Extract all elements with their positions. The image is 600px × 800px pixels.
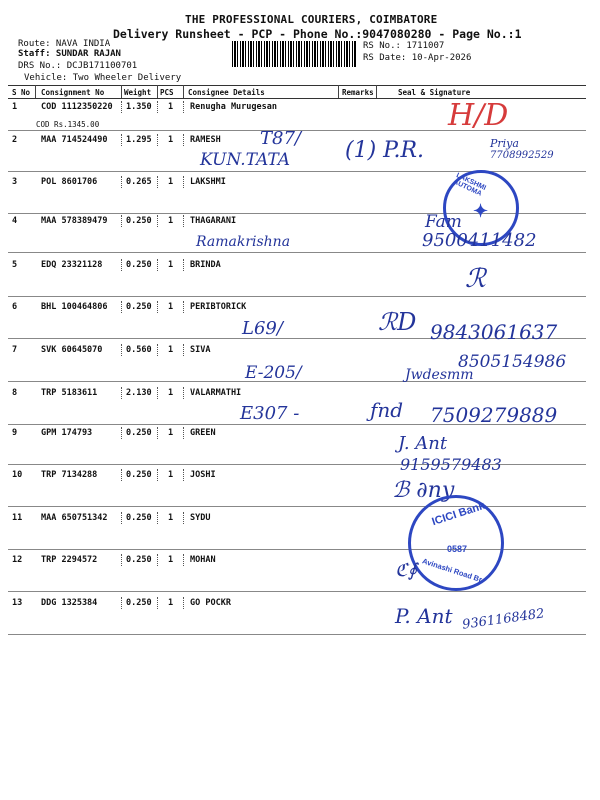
col-pcs: PCS — [160, 88, 174, 97]
row-consignee: GREEN — [190, 428, 216, 438]
runsheet-title: Delivery Runsheet - PCP - Phone No.:9047080280 - Page No.:1 — [113, 27, 522, 41]
row-weight: 1.295 — [126, 135, 152, 145]
drs-label: DRS No.: DCJB171100701 — [18, 61, 138, 71]
cell-divider — [183, 101, 184, 113]
cell-divider — [183, 554, 184, 566]
row-consignee: SIVA — [190, 345, 211, 355]
row-weight: 0.250 — [126, 598, 152, 608]
cell-divider — [157, 344, 158, 356]
row-pcs: 1 — [168, 428, 174, 438]
row-consignment: COD 1112350220 — [41, 102, 113, 112]
row-sno: 8 — [12, 388, 18, 398]
cell-divider — [183, 259, 184, 271]
route-label: Route: NAVA INDIA — [18, 39, 111, 49]
cell-divider — [157, 427, 158, 439]
row-consignee: THAGARANI — [190, 216, 237, 226]
row-divider — [8, 171, 586, 172]
cell-divider — [121, 554, 122, 566]
handwritten-signature: (1) P.R. — [345, 138, 425, 163]
col-weight: Weight — [124, 88, 152, 97]
row-weight: 0.265 — [126, 177, 152, 187]
barcode-image — [232, 41, 356, 67]
row-consignment: TRP 7134288 — [41, 470, 98, 480]
row-consignment: DDG 1325384 — [41, 598, 98, 608]
cell-divider — [157, 512, 158, 524]
cell-divider — [157, 469, 158, 481]
row-consignment: MAA 650751342 — [41, 513, 108, 523]
row-consignee: BRINDA — [190, 260, 221, 270]
row-sno: 7 — [12, 345, 18, 355]
row-divider — [8, 252, 586, 253]
cell-divider — [121, 259, 122, 271]
handwritten-signature: Fam — [425, 212, 462, 232]
row-consignee: VALARMATHI — [190, 388, 242, 398]
cell-divider — [183, 134, 184, 146]
handwritten-name: Priya — [490, 137, 519, 150]
row-sno: 10 — [12, 470, 23, 480]
handwritten-signature: ℛ — [465, 264, 486, 294]
col-consignment: Consignment No — [41, 88, 105, 97]
row-consignment: BHL 100464806 — [41, 302, 108, 312]
cell-divider — [183, 427, 184, 439]
cell-divider — [121, 215, 122, 227]
row-divider — [8, 506, 586, 507]
col-sno: S No — [12, 88, 31, 97]
handwritten-phone: 8505154986 — [458, 352, 567, 372]
row-pcs: 1 — [168, 470, 174, 480]
handwritten-signature: Jwdesmm — [405, 367, 474, 383]
cell-divider — [157, 554, 158, 566]
cell-divider — [157, 215, 158, 227]
row-sno: 4 — [12, 216, 18, 226]
cell-divider — [183, 344, 184, 356]
handwritten-phone: 9159579483 — [400, 455, 502, 474]
cell-divider — [121, 301, 122, 313]
cell-divider — [183, 512, 184, 524]
row-cod-note: COD Rs.1345.00 — [36, 120, 100, 129]
handwritten-note: T87/ — [260, 128, 301, 149]
handwritten-name: Ramakrishna — [196, 234, 291, 250]
handwritten-phone: 9843061637 — [430, 320, 558, 344]
cell-divider — [121, 387, 122, 399]
cell-divider — [157, 387, 158, 399]
cell-divider — [183, 469, 184, 481]
row-consignment: SVK 60645070 — [41, 345, 103, 355]
cell-divider — [183, 215, 184, 227]
vehicle-label: Vehicle: Two Wheeler Delivery — [24, 73, 182, 83]
row-pcs: 1 — [168, 345, 174, 355]
handwritten-signature: P. Ant — [395, 604, 453, 628]
row-sno: 2 — [12, 135, 18, 145]
row-sno: 11 — [12, 513, 23, 523]
row-weight: 0.560 — [126, 345, 152, 355]
row-sno: 12 — [12, 555, 23, 565]
cell-divider — [157, 134, 158, 146]
row-weight: 0.250 — [126, 302, 152, 312]
handwritten-note: L69/ — [242, 318, 283, 339]
cell-divider — [121, 134, 122, 146]
row-divider — [8, 634, 586, 635]
bank-stamp: ICICI Bank 0587 Avinashi Road Br. — [408, 495, 504, 591]
cell-divider — [121, 512, 122, 524]
cell-divider — [121, 344, 122, 356]
row-sno: 6 — [12, 302, 18, 312]
row-pcs: 1 — [168, 388, 174, 398]
rs-date: RS Date: 10-Apr-2026 — [363, 53, 472, 63]
row-consignee: LAKSHMI — [190, 177, 226, 187]
cell-divider — [121, 469, 122, 481]
row-pcs: 1 — [168, 102, 174, 112]
row-consignee: JOSHI — [190, 470, 216, 480]
row-consignment: TRP 2294572 — [41, 555, 98, 565]
cell-divider — [183, 176, 184, 188]
row-consignment: GPM 174793 — [41, 428, 93, 438]
row-weight: 0.250 — [126, 470, 152, 480]
row-divider — [8, 296, 586, 297]
row-consignment: MAA 714524490 — [41, 135, 108, 145]
cell-divider — [157, 301, 158, 313]
cell-divider — [121, 597, 122, 609]
row-pcs: 1 — [168, 177, 174, 187]
row-weight: 0.250 — [126, 216, 152, 226]
row-consignee: GO POCKR — [190, 598, 231, 608]
row-weight: 0.250 — [126, 428, 152, 438]
handwritten-signature: ℭ∮ — [395, 560, 418, 581]
company-title: THE PROFESSIONAL COURIERS, COIMBATORE — [185, 13, 438, 26]
cell-divider — [121, 176, 122, 188]
handwritten-phone: 9361168482 — [461, 606, 546, 633]
row-pcs: 1 — [168, 598, 174, 608]
row-weight: 0.250 — [126, 555, 152, 565]
cell-divider — [183, 301, 184, 313]
handwritten-signature: ℬ ∂ny — [392, 478, 455, 503]
cell-divider — [183, 597, 184, 609]
cell-divider — [157, 101, 158, 113]
row-consignee: PERIBTORICK — [190, 302, 247, 312]
rs-number: RS No.: 1711007 — [363, 41, 445, 51]
handwritten-phone: 9500411482 — [422, 230, 537, 251]
row-sno: 3 — [12, 177, 18, 187]
staff-label: Staff: SUNDAR RAJAN — [18, 49, 121, 59]
row-consignment: EDQ 23321128 — [41, 260, 103, 270]
row-sno: 5 — [12, 260, 18, 270]
row-consignment: POL 8601706 — [41, 177, 98, 187]
cell-divider — [157, 597, 158, 609]
row-pcs: 1 — [168, 302, 174, 312]
hd-mark: H/D — [448, 98, 509, 133]
cell-divider — [121, 101, 122, 113]
row-pcs: 1 — [168, 513, 174, 523]
row-pcs: 1 — [168, 555, 174, 565]
col-consignee: Consignee Details — [188, 88, 265, 97]
row-consignee: Renugha Murugesan — [190, 102, 277, 112]
row-weight: 2.130 — [126, 388, 152, 398]
cell-divider — [157, 176, 158, 188]
cell-divider — [183, 387, 184, 399]
row-sno: 1 — [12, 102, 18, 112]
row-consignee: SYDU — [190, 513, 211, 523]
row-consignee: RAMESH — [190, 135, 221, 145]
row-sno: 13 — [12, 598, 23, 608]
cell-divider — [121, 427, 122, 439]
row-pcs: 1 — [168, 216, 174, 226]
shop-stamp: LAKSHMI AUTOMA ✦ — [443, 170, 519, 246]
row-consignment: TRP 5183611 — [41, 388, 98, 398]
row-weight: 1.350 — [126, 102, 152, 112]
cell-divider — [157, 259, 158, 271]
row-pcs: 1 — [168, 135, 174, 145]
row-divider — [8, 591, 586, 592]
handwritten-note: KUN.TATA — [200, 150, 291, 170]
handwritten-phone: 7708992529 — [490, 150, 554, 161]
row-pcs: 1 — [168, 260, 174, 270]
row-sno: 9 — [12, 428, 18, 438]
handwritten-signature: ℛD — [378, 308, 417, 336]
handwritten-note: E-205/ — [245, 363, 302, 383]
row-weight: 0.250 — [126, 513, 152, 523]
row-weight: 0.250 — [126, 260, 152, 270]
col-seal-signature: Seal & Signature — [398, 88, 471, 97]
row-consignment: MAA 578389479 — [41, 216, 108, 226]
handwritten-note: E307 - — [240, 403, 300, 424]
row-consignee: MOHAN — [190, 555, 216, 565]
handwritten-signature: ƒnd — [370, 398, 404, 422]
col-remarks: Remarks — [342, 88, 374, 97]
handwritten-phone: 7509279889 — [430, 403, 558, 427]
handwritten-signature: J. Ant — [398, 433, 448, 454]
